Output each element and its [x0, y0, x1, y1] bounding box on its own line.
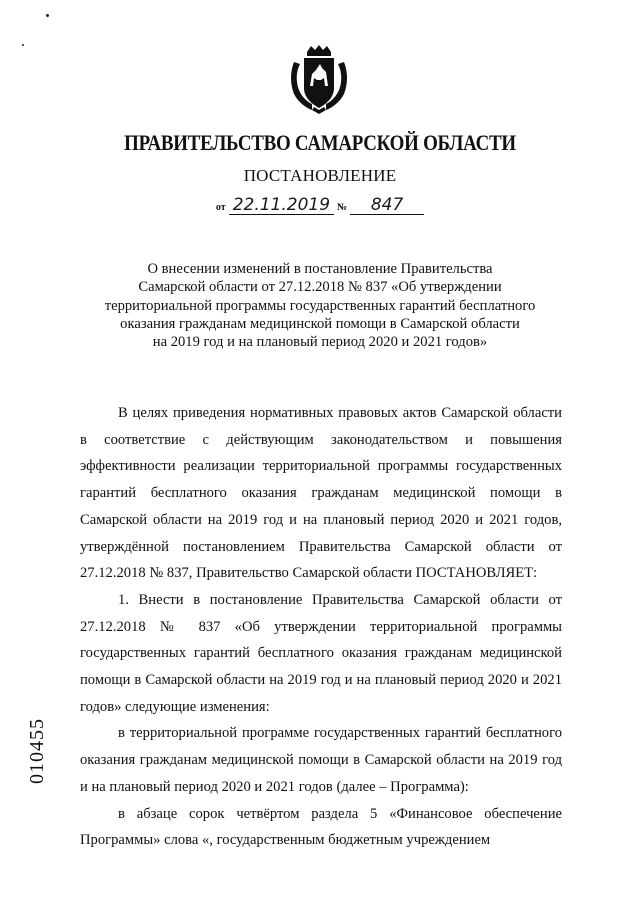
document-subject — [100, 260, 540, 351]
subject-line: О внесении изменений в постановление Правительства — [147, 261, 493, 277]
subject-line: на 2019 год и на плановый период 2020 и 2021 годов» — [152, 334, 488, 351]
document-body — [80, 400, 562, 854]
subject-line: Самарской области от 27.12.2018 № 837 «Об утверждении — [138, 279, 502, 296]
date-prefix: от — [215, 202, 226, 213]
number-prefix: № — [337, 202, 348, 213]
date-number-line — [0, 196, 640, 215]
side-stamp-number: 010455 — [26, 718, 48, 784]
scan-speck — [46, 14, 49, 17]
body-paragraph: В целях приведения нормативных правовых актов Самарской области в соответствие с действующим законодательством и повышения эффективности реализации территориальной программы государственных гарантий бесплатного оказания гражданам медицинской помощи в Самарской области на 2019 год и на плановый период 2020 и 2021 годов, утверждённой постановлением Правительства Самарской области от 27.12.2018 № 837, Правительство Самарской области ПОСТАНОВЛЯЕТ: — [80, 405, 562, 582]
organization-title: ПРАВИТЕЛЬСТВО САМАРСКОЙ ОБЛАСТИ — [124, 130, 516, 155]
document-type: ПОСТАНОВЛЕНИЕ — [243, 166, 397, 185]
samara-coat-of-arms-icon — [288, 44, 350, 116]
document-number: 847 — [350, 196, 424, 215]
body-paragraph: в территориальной программе государственных гарантий бесплатного оказания гражданам медицинской помощи в Самарской области на 2019 год и на плановый период 2020 и 2021 годов (далее – Программа): — [80, 725, 562, 795]
subject-line: оказания гражданам медицинской помощи в Самарской области — [120, 315, 520, 332]
subject-line: территориальной программы государственных гарантий бесплатного — [104, 297, 536, 314]
scan-speck — [22, 44, 24, 46]
body-paragraph: 1. Внести в постановление Правительства Самарской области от 27.12.2018 № 837 «Об утверждении территориальной программы государственных гарантий бесплатного оказания гражданам медицинской помощи в Самарской области на 2019 год и на плановый период 2020 и 2021 годов» следующие изменения: — [80, 591, 562, 715]
document-date: 22.11.2019 — [229, 196, 334, 215]
body-paragraph: в абзаце сорок четвёртом раздела 5 «Финансовое обеспечение Программы» слова «, государственным бюджетным учреждением — [80, 805, 562, 849]
